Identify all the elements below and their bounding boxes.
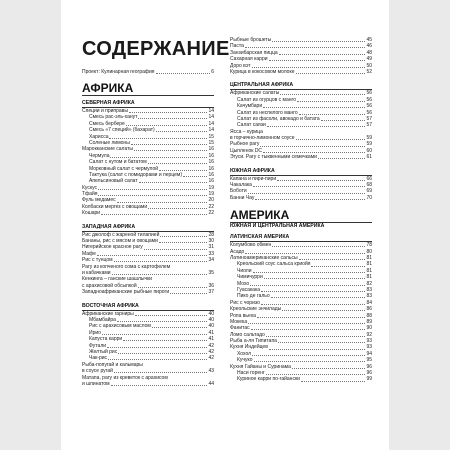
entry-page: 56 [366,109,372,116]
part-subheading: ЮЖНАЯ И ЦЕНТРАЛЬНАЯ АМЕРИКА [230,223,325,230]
entry-title: Кучуко [237,357,253,364]
toc-entry[interactable] [230,376,372,382]
dot-leader [250,285,365,286]
entry-page: 60 [366,147,372,154]
section-heading: ЛАТИНСКАЯ АМЕРИКА [230,234,290,241]
toc-entry[interactable] [82,362,214,375]
entry-title: Рис с арахисовым маслом [89,323,151,330]
entry-title: Сахарная карри [230,56,268,63]
entry-page: 15 [208,133,214,140]
dot-leader [112,274,208,275]
entry-page: 81 [366,274,372,281]
entry-page: 86 [366,306,372,313]
entry-title-cont: и шпинатом [82,380,110,387]
dot-leader [97,255,208,256]
dot-leader [248,323,365,324]
entry-title: Соленые лимоны [89,139,130,146]
dot-leader [263,152,365,153]
entry-page: 81 [366,261,372,268]
toc-left-column [82,81,214,387]
dot-leader [109,138,207,139]
dot-leader [98,189,207,190]
dot-leader [280,94,365,95]
entry-title: Ропа вьеха [230,312,256,319]
entry-page: 40 [208,323,214,330]
dot-leader [253,272,366,273]
dot-leader [117,321,207,322]
dot-leader [114,261,208,262]
entry-page: 31 [208,244,214,251]
entry-title: Кенкинга – ганские шашлычки [82,276,153,283]
entry-title: Желтый рис [89,348,118,355]
toc-entry[interactable] [82,375,214,388]
entry-title: Куриное карри по-гайански [237,376,300,383]
entry-page: 78 [366,242,372,249]
entry-page: 28 [208,231,214,238]
dot-leader [269,349,366,350]
entry-title: Креольские энчилады [230,306,282,313]
spacer [230,161,372,168]
entry-title: Мбамбайра [89,316,116,323]
entry-title: Чак-рис [89,355,108,362]
dot-leader [297,101,365,102]
entry-page: 43 [208,368,214,375]
spacer [82,217,214,224]
entry-title: Кускус [82,184,98,191]
dot-leader [148,208,207,209]
dot-leader [255,199,365,200]
dot-leader [318,158,366,159]
dot-leader [245,47,366,48]
dot-leader [252,355,365,356]
dot-leader [321,120,366,121]
entry-title: Эгуси. Рагу с тыквенными семечками [230,154,317,161]
entry-title: Капана и пири-пири [230,175,277,182]
entry-title: Чакалака [230,182,252,189]
dot-leader [279,54,366,55]
dot-leader [253,186,365,187]
entry-page: 40 [208,316,214,323]
dot-leader [114,372,207,373]
entry-title: Нигерийское красное рагу [82,244,143,251]
entry-page: 69 [366,188,372,195]
dot-leader [183,176,207,177]
dot-leader [102,334,207,335]
book-page [61,0,389,450]
dot-leader [299,114,366,115]
entry-page: 41 [208,329,214,336]
entry-page: 14 [208,114,214,121]
dot-leader [123,340,207,341]
dot-leader [110,157,207,158]
entry-title: Кухня Гайаны и Суринама [230,363,291,370]
entry-title: Фанитас [230,325,250,332]
entry-page: 16 [208,159,214,166]
entry-page: 42 [208,342,214,349]
toc-entry[interactable] [230,129,372,142]
dot-leader [156,131,208,132]
entry-page: 82 [366,280,372,287]
dot-leader [159,242,208,243]
entry-title: Цыпленок DC [230,147,263,154]
entry-title-cont: в горчично-лимонном соусе [230,135,295,142]
dot-leader [117,202,208,203]
entry-page: 83 [366,293,372,300]
dot-leader [251,329,366,330]
entry-title: Мокека [230,318,248,325]
entry-page: 88 [366,312,372,319]
dot-leader [148,163,208,164]
dot-leader [272,41,365,42]
dot-leader [131,144,208,145]
entry-page: 59 [366,141,372,148]
entry-title: Салат саязи [237,122,266,129]
entry-page: 90 [366,325,372,332]
section-heading: СЕВЕРНАЯ АФРИКА [82,100,135,106]
dot-leader [266,374,366,375]
entry-title: Смесь бербере [89,120,125,127]
spacer [230,201,372,208]
section-heading: ВОСТОЧНАЯ АФРИКА [82,302,139,309]
dot-leader [108,359,207,360]
entry-page: 37 [208,289,214,296]
entry-title: Специи и приправы [82,107,128,114]
dot-leader [139,182,208,183]
entry-title: Боботи [230,188,247,195]
entry-title: Доро вэт [230,62,251,69]
entry-page: 34 [208,257,214,264]
entry-page: 56 [366,96,372,103]
entry-title: Тфайя [82,191,98,198]
entry-page: 33 [208,250,214,257]
entry-page: 15 [208,139,214,146]
dot-leader [271,297,366,298]
entry-title: Бананы, рис с мясом и овощами [82,238,158,245]
spacer [230,75,372,82]
entry-title: Смесь «7 специй» (бахарат) [89,127,155,134]
dot-leader [156,73,211,74]
toc-entry[interactable] [82,276,214,289]
entry-title: Мафе [82,250,96,257]
dot-leader [245,253,365,254]
entry-title: Кухня Индейцев [230,344,268,351]
entry-page: 48 [366,49,372,56]
section-heading: ЮЖНАЯ АФРИКА [230,167,275,174]
entry-title: Наси горенг [237,370,265,377]
dot-leader [118,353,207,354]
entry-title: Смесь рас-эль-ханут [89,114,138,121]
entry-page: 83 [366,286,372,293]
entry-title: Рыбное рагу [230,141,260,148]
entry-title: Гуасакака [237,286,261,293]
dot-leader [292,368,366,369]
entry-page: 14 [208,120,214,127]
entry-page: 96 [366,370,372,377]
entry-title: Салат с нутом и бататом [89,159,147,166]
entry-title: Качумбари [237,103,263,110]
entry-page: 49 [366,56,372,63]
dot-leader [252,67,366,68]
entry-page: 95 [366,357,372,364]
dot-leader [107,347,207,348]
dot-leader [299,259,366,260]
entry-page: 93 [366,344,372,351]
dot-leader [254,361,366,362]
dot-leader [260,146,365,147]
entry-page: 22 [208,203,214,210]
dot-leader [263,107,365,108]
dot-leader [311,266,365,267]
entry-title: Колумбово обмен [230,242,272,249]
dot-leader [261,304,366,305]
entry-title: Проект: Кулинарная география [82,68,155,75]
entry-page: 66 [366,175,372,182]
entry-title: Асадо [230,248,245,255]
entry-title: Хохол [237,350,252,357]
dot-leader [111,385,208,386]
entry-page: 42 [208,355,214,362]
dot-leader [170,293,207,294]
entry-page: 99 [366,376,372,383]
dot-leader [266,336,366,337]
entry-page: 61 [366,154,372,161]
entry-page: 81 [366,267,372,274]
dot-leader [269,60,366,61]
entry-page: 46 [366,43,372,50]
entry-page: 81 [366,255,372,261]
entry-page: 14 [208,107,214,114]
dot-leader [134,150,207,151]
dot-leader [138,287,208,288]
entry-title: Колбаски мергез с овощами [82,203,148,210]
intro-entry[interactable] [82,69,214,75]
entry-page: 57 [366,115,372,122]
entry-page: 89 [366,318,372,325]
part-heading: АМЕРИКА [230,208,290,223]
entry-title: Западноафриканские рыбные пироги [82,289,170,296]
entry-title: Чермула [89,152,110,159]
entry-title: Рис джолоф с жареной тилапией [82,231,160,238]
dot-leader [264,278,366,279]
dot-leader [138,118,207,119]
entry-title: Чимичурри [237,274,263,281]
entry-title: Мохо [237,280,250,287]
entry-page: 14 [208,127,214,134]
dot-leader [126,125,208,126]
entry-page: 35 [208,270,214,276]
entry-page: 93 [366,338,372,345]
dot-leader [267,126,366,127]
entry-title: Чиоли [237,267,252,274]
dot-leader [248,193,366,194]
entry-page: 80 [366,248,372,255]
dot-leader [160,236,207,237]
entry-page: 56 [366,103,372,110]
entry-title: Апельсиновый салат [89,178,138,185]
entry-title: Курица в кокосовом молоке [230,68,295,75]
entry-page: 56 [366,90,372,97]
entry-page: 59 [366,135,372,142]
entry-page: 84 [366,299,372,306]
entry-page: 40 [208,310,214,317]
entry-title: Ирио [89,329,101,336]
entry-title-line [82,381,214,387]
entry-page: 16 [208,178,214,185]
entry-title: Рыбные брошеты [230,36,272,43]
entry-page: 30 [208,238,214,245]
dot-leader [98,195,207,196]
entry-title: Рис с чоризо [230,299,260,306]
entry-title: Матапа, рагу из креветок с арахисом [82,374,168,381]
dot-leader [129,112,208,113]
entry-title: Ломо сальтадо [230,331,265,338]
dot-leader [261,291,365,292]
entry-page: 50 [366,62,372,69]
dot-leader [272,246,365,247]
section-heading: ЗАПАДНАЯ АФРИКА [82,223,136,230]
dot-leader [296,73,366,74]
dot-leader [135,315,208,316]
entry-page: 68 [366,182,372,189]
entry-title: Африканские салаты [230,90,280,97]
entry-page: 96 [366,363,372,370]
entry-title: Рис с тунцом [82,257,113,264]
entry-title: Салат из неспелого манго [237,109,298,116]
entry-title: Хариcса [89,133,109,140]
entry-title: Рыба-попугай и кальмары [82,361,143,368]
dot-leader [257,317,366,318]
entry-title: Салат из огурцов с манго [237,96,297,103]
toc-right-column [230,37,372,383]
entry-page: 57 [366,122,372,129]
entry-title: Салат из фасоли, авокадо и батата [237,115,320,122]
entry-page: 41 [208,336,214,343]
entry-title: Пико де гальо [237,293,270,300]
dot-leader [278,342,365,343]
entry-title: Занзибарская пицца [230,49,278,56]
dot-leader [144,249,208,250]
entry-title: Рагу из копченого сома с картофелем [82,263,171,270]
entry-title: Морковный салат с чермулой [89,165,159,172]
toc-entry[interactable] [82,264,214,277]
entry-page: 20 [208,197,214,204]
entry-page: 19 [208,191,214,198]
dot-leader [282,310,365,311]
entry-title: Африканские гарниры [82,310,134,317]
dot-leader [277,180,365,181]
entry-title-cont: и кабачками [82,270,111,276]
dot-leader [101,214,207,215]
entry-page: 94 [366,350,372,357]
page-title: СОДЕРЖАНИЕ [82,38,230,60]
entry-title: Капуста карри [89,336,123,343]
entry-title: Латиноамериканские сальсы [230,255,298,261]
entry-title: Ясса – курица [230,128,263,135]
entry-title: Рыба а-ля Типитапа [230,338,277,345]
section-heading: ЦЕНТРАЛЬНАЯ АФРИКА [230,82,294,89]
entry-page: 16 [208,165,214,172]
entry-title-cont: с арахисовой обсыпкой [82,282,137,289]
entry-title: Банни Чау [230,194,255,201]
entry-title-cont: в соусе ругай [82,368,113,375]
part-heading: АФРИКА [82,81,134,95]
entry-page: 6 [211,68,214,75]
entry-page: 92 [366,331,372,338]
dot-leader [159,170,207,171]
entry-title: Тактука (салат с помидорами и перцем) [89,171,183,178]
dot-leader [152,327,208,328]
entry-page: 44 [208,380,214,387]
entry-page: 16 [208,171,214,178]
entry-title: Креольский соус сальса криойя [237,261,311,268]
entry-title: Кошари [82,210,101,217]
entry-title: Паста [230,43,244,50]
entry-page: 52 [366,68,372,75]
spacer [82,296,214,303]
entry-page: 16 [208,152,214,159]
entry-page: 42 [208,348,214,355]
entry-title: Футали [89,342,107,349]
entry-page: 19 [208,184,214,191]
entry-page: 22 [208,210,214,217]
entry-page: 45 [366,36,372,43]
dot-leader [301,381,366,382]
entry-page: 16 [208,146,214,153]
entry-title: Марокканские салаты [82,146,133,153]
dot-leader [296,139,366,140]
entry-page: 70 [366,194,372,201]
entry-page: 36 [208,282,214,289]
entry-title: Фуль медамес [82,197,116,204]
